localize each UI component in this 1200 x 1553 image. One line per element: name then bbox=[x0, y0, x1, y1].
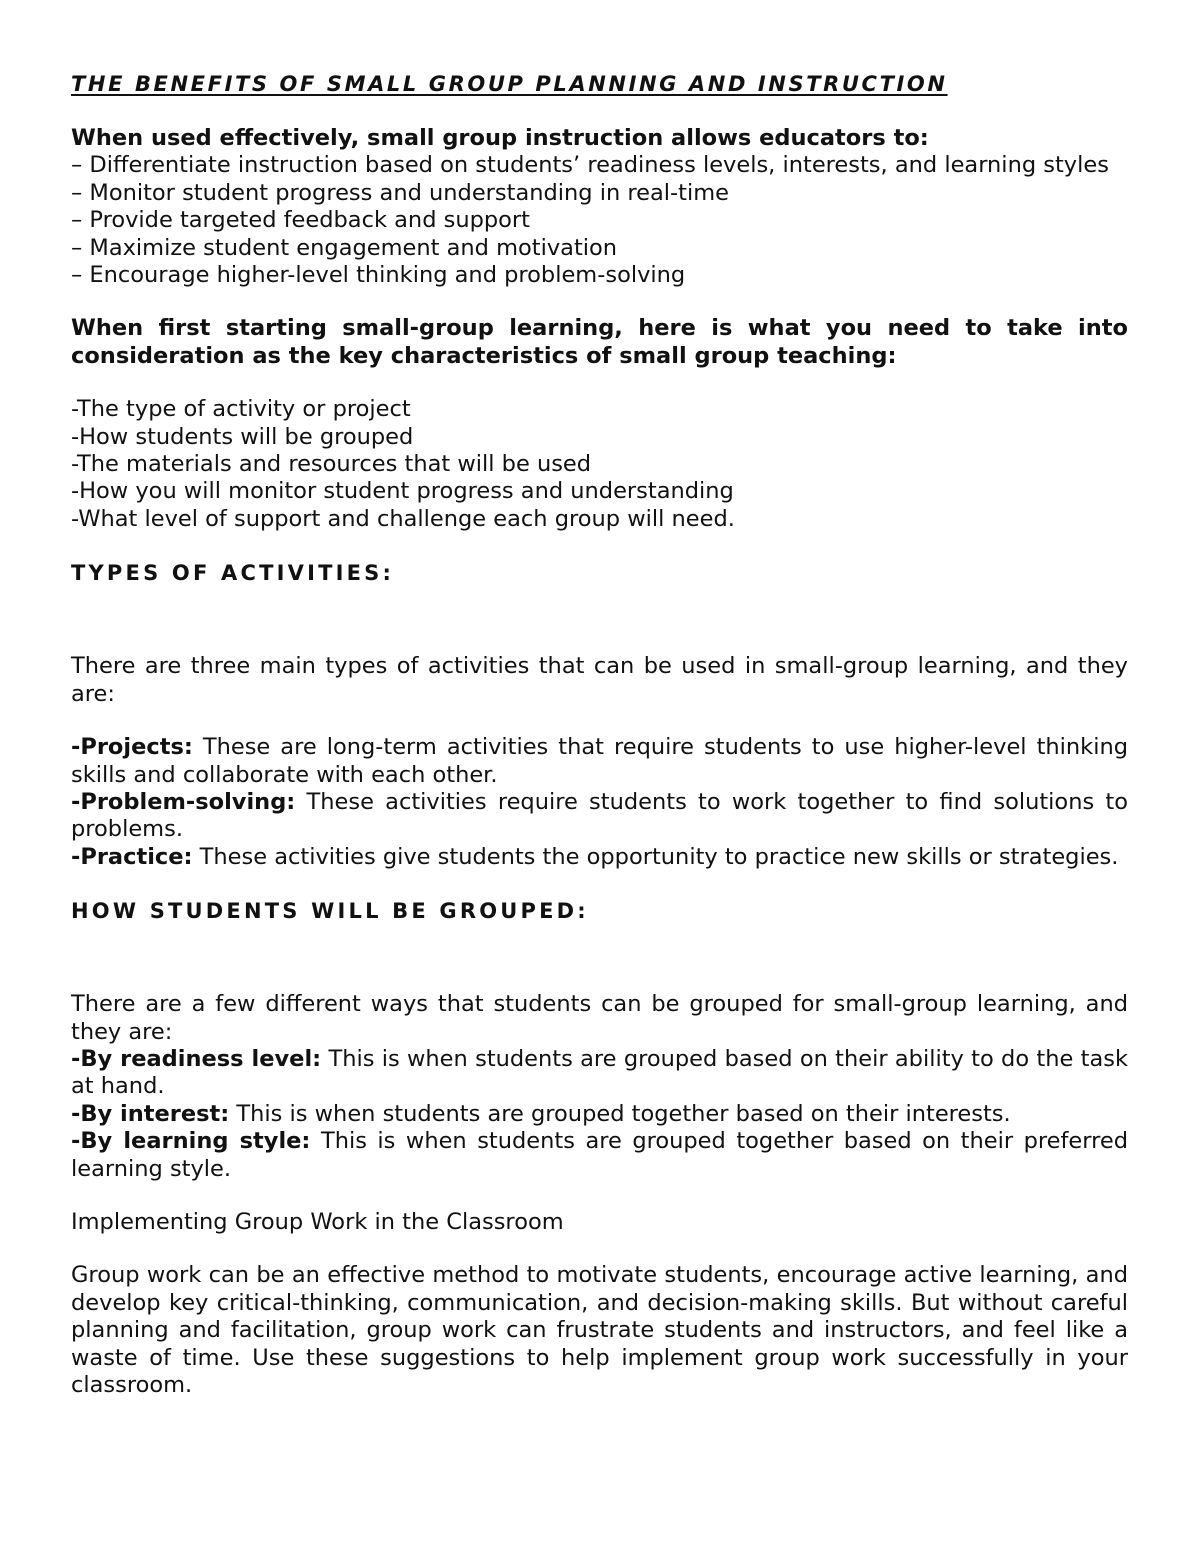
grouping-intro: There are a few different ways that students can be grouped for small-group learning, and they are: bbox=[71, 991, 1128, 1045]
activity-item bbox=[71, 844, 1128, 871]
intro-item: – Monitor student progress and understanding in real-time bbox=[71, 179, 729, 206]
grouping-item bbox=[71, 1128, 1128, 1183]
grouping-item bbox=[71, 1046, 1128, 1101]
grouping-term: -By learning style: bbox=[71, 1128, 311, 1155]
grouping-text: This is when students are grouped based on their ability to do the task at hand. bbox=[71, 1045, 1128, 1100]
intro-item: – Differentiate instruction based on students’ readiness levels, interests, and learning styles bbox=[71, 152, 1109, 179]
grouping-item bbox=[71, 1101, 1128, 1128]
intro-item: – Encourage higher-level thinking and problem-solving bbox=[71, 262, 686, 289]
activity-text: These activities require students to work together to find solutions to problems. bbox=[71, 788, 1128, 843]
activity-term: -Problem-solving: bbox=[71, 788, 296, 815]
implementing-body: Group work can be an effective method to motivate students, encourage active learning, and develop key critical-thinking, communication, and decision-making skills. But without careful planning and facilitation, group work can frustrate students and instructors, and feel like a waste of time. Use these suggestions to help implement group work successfully in your classroom. bbox=[71, 1262, 1128, 1398]
activity-term: -Projects: bbox=[71, 734, 193, 761]
consideration-item: -How you will monitor student progress and understanding bbox=[71, 478, 734, 505]
grouping-term: -By readiness level: bbox=[71, 1045, 322, 1072]
implementing-heading: Implementing Group Work in the Classroom bbox=[71, 1208, 564, 1235]
considerations-heading: When first starting small-group learning, here is what you need to take into consideration as the key characteristics of small group teaching: bbox=[71, 315, 1128, 369]
activity-term: -Practice: bbox=[71, 843, 193, 870]
activities-intro: There are three main types of activities that can be used in small-group learning, and they are: bbox=[71, 653, 1128, 707]
intro-heading: When used effectively, small group instruction allows educators to: bbox=[71, 125, 929, 151]
document-title: THE BENEFITS OF SMALL GROUP PLANNING AND INSTRUCTION bbox=[71, 72, 948, 96]
intro-item: – Maximize student engagement and motivation bbox=[71, 234, 618, 261]
grouping-term: -By interest: bbox=[71, 1100, 230, 1127]
activity-text: These activities give students the opportunity to practice new skills or strategies. bbox=[192, 843, 1119, 870]
grouping-text: This is when students are grouped together based on their preferred learning style. bbox=[71, 1128, 1128, 1182]
consideration-item: -What level of support and challenge each group will need. bbox=[71, 505, 735, 532]
activity-item bbox=[71, 789, 1128, 844]
grouping-heading: HOW STUDENTS WILL BE GROUPED: bbox=[71, 899, 589, 924]
grouping-text: This is when students are grouped together based on their interests. bbox=[229, 1100, 1011, 1127]
consideration-item: -The type of activity or project bbox=[71, 396, 411, 423]
consideration-item: -The materials and resources that will be used bbox=[71, 451, 592, 478]
activity-item bbox=[71, 734, 1128, 789]
consideration-item: -How students will be grouped bbox=[71, 423, 414, 450]
intro-item: – Provide targeted feedback and support bbox=[71, 207, 531, 234]
activities-heading: TYPES OF ACTIVITIES: bbox=[71, 561, 395, 586]
activity-text: These are long-term activities that require students to use higher-level thinking skills and collaborate with each other. bbox=[71, 734, 1128, 788]
